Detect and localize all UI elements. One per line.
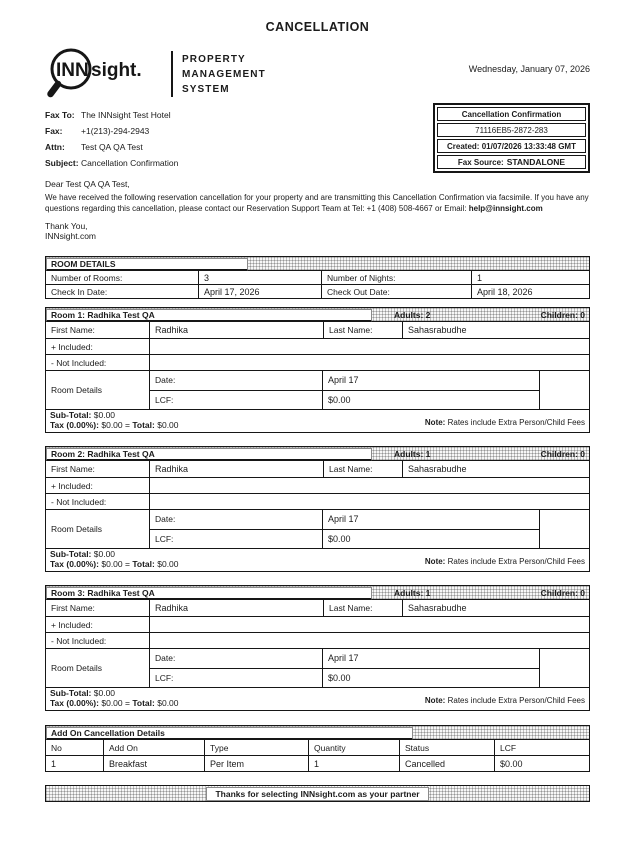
- total-label: Total:: [132, 698, 155, 708]
- letter-body-text: We have received the following reservation cancellation for your property and are transmitting this Cancellation Confirmation via facsimile. If you have any questions regarding this cancellation, please contact our Reservation Support Team at Tel: +1 (408) 508-4667 or Email:: [45, 193, 589, 213]
- last-name-label: Last Name:: [323, 322, 402, 338]
- date-value: April 17: [322, 510, 539, 529]
- room-details-rows: [149, 510, 539, 548]
- first-name-value: Radhika: [149, 461, 323, 477]
- attn-row: [45, 139, 178, 155]
- last-name-value: Sahasrabudhe: [402, 461, 589, 477]
- not-included-value: [149, 633, 589, 648]
- first-name-label: First Name:: [51, 325, 95, 335]
- room-1-header-bar: [45, 307, 590, 322]
- col-type: Type: [204, 740, 308, 755]
- fax-to-row: [45, 107, 178, 123]
- date-row: [150, 649, 539, 668]
- included-value: [149, 617, 589, 632]
- empty-cell: [539, 649, 589, 687]
- number-of-rooms-label: Number of Rooms:: [51, 272, 123, 283]
- total-label: Total:: [132, 559, 155, 569]
- subject-value: Cancellation Confirmation: [81, 158, 179, 168]
- col-quantity: Quantity: [308, 740, 399, 755]
- not-included-label: - Not Included:: [51, 357, 107, 368]
- room-details-section: [45, 256, 590, 299]
- addon-name: Breakfast: [103, 756, 204, 771]
- room-details-subtable: [45, 370, 590, 410]
- col-addon: Add On: [103, 740, 204, 755]
- table-row: [45, 270, 590, 285]
- included-value: [149, 478, 589, 493]
- subtotal-lines: [50, 549, 179, 569]
- logo-tagline-line1: PROPERTY: [182, 53, 246, 65]
- footer-text: Thanks for selecting INNsight.com as your partner: [206, 787, 428, 801]
- subtotal-line: [50, 549, 179, 559]
- subtotal-value: $0.00: [93, 410, 116, 420]
- table-row: [45, 338, 590, 355]
- room-details-label: Room Details: [51, 663, 103, 673]
- note-text: Rates include Extra Person/Child Fees: [447, 557, 585, 566]
- addon-quantity: 1: [308, 756, 399, 771]
- fax-to-label: Fax To:: [45, 110, 75, 120]
- logo-tagline-line2: MANAGEMENT: [182, 68, 266, 80]
- innsight-logo: [45, 46, 266, 102]
- empty-cell: [539, 371, 589, 409]
- fax-source-label: Fax Source:: [457, 157, 504, 167]
- room-1-header-label: Room 1: Radhika Test QA: [46, 309, 372, 322]
- fax-info-block: [45, 107, 178, 171]
- fax-number-row: [45, 123, 178, 139]
- col-status: Status: [399, 740, 494, 755]
- date-row: [150, 371, 539, 390]
- note-text: Rates include Extra Person/Child Fees: [447, 696, 585, 705]
- not-included-value: [149, 494, 589, 509]
- last-name-label: Last Name:: [323, 600, 402, 616]
- room-details-subtable: [45, 648, 590, 688]
- date-label: Date:: [155, 653, 176, 664]
- lcf-value: $0.00: [322, 530, 539, 549]
- room-details-header-bar: [45, 256, 590, 271]
- note-label: Note:: [424, 557, 446, 566]
- page-title: CANCELLATION: [265, 20, 370, 34]
- subtotal-line: [50, 410, 179, 420]
- logo-tagline: [182, 52, 266, 97]
- date-value: April 17: [322, 649, 539, 668]
- magnifier-handle-icon: [51, 84, 59, 94]
- date-value: April 17: [322, 371, 539, 390]
- tax-value: $0.00 =: [101, 698, 130, 708]
- check-out-label: Check Out Date:: [321, 285, 471, 298]
- first-name-label: First Name:: [51, 464, 95, 474]
- subtotal-lines: [50, 410, 179, 430]
- attn-label: Attn:: [45, 142, 65, 152]
- tax-total-line: [50, 698, 179, 708]
- tax-label: Tax (0.00%):: [50, 420, 99, 430]
- created-label: Created:: [447, 141, 480, 151]
- room-details-rows: [149, 371, 539, 409]
- lcf-label: LCF:: [155, 394, 174, 405]
- room-2-section: [45, 446, 590, 572]
- logo-rest-text: sight.: [91, 60, 142, 81]
- lcf-label: LCF:: [155, 672, 174, 683]
- subtotal-label: Sub-Total:: [50, 410, 92, 420]
- number-of-nights-label: Number of Nights:: [321, 271, 471, 284]
- not-included-label: - Not Included:: [51, 635, 107, 646]
- subtotal-label: Sub-Total:: [50, 549, 92, 559]
- included-label: + Included:: [51, 619, 93, 630]
- total-value: $0.00: [157, 420, 179, 430]
- tax-value: $0.00 =: [101, 420, 130, 430]
- subject-label: Subject:: [45, 158, 79, 168]
- confirmation-created-row: [437, 139, 586, 153]
- room-details-subtable: [45, 509, 590, 549]
- total-label: Total:: [132, 420, 155, 430]
- fax-to-value: The INNsight Test Hotel: [81, 110, 171, 120]
- addon-header-label: Add On Cancellation Details: [46, 727, 413, 740]
- last-name-label: Last Name:: [323, 461, 402, 477]
- table-row: [45, 632, 590, 649]
- col-lcf: LCF: [494, 740, 589, 755]
- room-3-adults: Adults: 1: [394, 587, 431, 598]
- check-in-label: Check In Date:: [51, 286, 108, 297]
- table-row: [45, 616, 590, 633]
- lcf-row: [150, 529, 539, 549]
- tax-label: Tax (0.00%):: [50, 559, 99, 569]
- rates-note: [425, 557, 585, 569]
- tax-total-line: [50, 559, 179, 569]
- first-name-value: Radhika: [149, 600, 323, 616]
- addon-lcf: $0.00: [494, 756, 589, 771]
- date-label: Date:: [155, 514, 176, 525]
- note-label: Note:: [424, 418, 446, 427]
- innsight-logo-mark: [45, 46, 167, 102]
- table-row: [45, 599, 590, 617]
- cancellation-confirmation-box: [433, 103, 590, 173]
- total-value: $0.00: [157, 559, 179, 569]
- room-details-rows: [149, 649, 539, 687]
- table-row: [45, 493, 590, 510]
- note-text: Rates include Extra Person/Child Fees: [447, 418, 585, 427]
- room-3-header-label: Room 3: Radhika Test QA: [46, 587, 372, 600]
- included-label: + Included:: [51, 341, 93, 352]
- confirmation-box-title: Cancellation Confirmation: [437, 107, 586, 121]
- room-details-label: Room Details: [51, 385, 103, 395]
- logo-lens-text: INN: [56, 60, 89, 81]
- room-2-children: Children: 0: [540, 448, 585, 459]
- table-row: [45, 321, 590, 339]
- addon-columns-row: [45, 739, 590, 756]
- room-details-header-label: ROOM DETAILS: [46, 258, 248, 271]
- letter-signature: INNsight.com: [45, 231, 97, 241]
- footer-bar: [45, 785, 590, 802]
- logo-tagline-line3: SYSTEM: [182, 83, 230, 95]
- tax-value: $0.00 =: [101, 559, 130, 569]
- confirmation-number: 71116EB5-2872-283: [437, 123, 586, 137]
- room-details-label: Room Details: [51, 524, 103, 534]
- room-2-header-label: Room 2: Radhika Test QA: [46, 448, 372, 461]
- lcf-row: [150, 668, 539, 688]
- addon-header-bar: [45, 725, 590, 740]
- date-label: Date:: [155, 375, 176, 386]
- subtotal-label: Sub-Total:: [50, 688, 92, 698]
- letter-closing: Thank You,: [45, 221, 88, 231]
- table-row: [45, 354, 590, 371]
- subtotal-row: [45, 687, 590, 711]
- table-row: [45, 477, 590, 494]
- letter-salutation: Dear Test QA QA Test,: [45, 179, 130, 189]
- rates-note: [425, 418, 585, 430]
- empty-cell: [539, 510, 589, 548]
- addon-status: Cancelled: [399, 756, 494, 771]
- included-label: + Included:: [51, 480, 93, 491]
- attn-value: Test QA QA Test: [81, 142, 143, 152]
- table-row: [45, 284, 590, 299]
- subtotal-line: [50, 688, 179, 698]
- addon-type: Per Item: [204, 756, 308, 771]
- addon-section: [45, 725, 590, 772]
- note-label: Note:: [424, 696, 446, 705]
- document-date: Wednesday, January 07, 2026: [468, 64, 590, 74]
- date-row: [150, 510, 539, 529]
- number-of-nights-value: 1: [471, 271, 589, 284]
- lcf-value: $0.00: [322, 391, 539, 410]
- not-included-value: [149, 355, 589, 370]
- last-name-value: Sahasrabudhe: [402, 322, 589, 338]
- tax-label: Tax (0.00%):: [50, 698, 99, 708]
- addon-data-row: [45, 755, 590, 772]
- room-3-section: [45, 585, 590, 711]
- fax-source-value: STANDALONE: [506, 157, 566, 167]
- number-of-rooms-value: 3: [198, 271, 321, 284]
- first-name-value: Radhika: [149, 322, 323, 338]
- subtotal-row: [45, 548, 590, 572]
- not-included-label: - Not Included:: [51, 496, 107, 507]
- lcf-label: LCF:: [155, 533, 174, 544]
- subtotal-value: $0.00: [93, 688, 116, 698]
- room-1-children: Children: 0: [540, 309, 585, 320]
- rates-note: [425, 696, 585, 708]
- first-name-label: First Name:: [51, 603, 95, 613]
- col-no: No: [51, 742, 62, 753]
- room-3-header-bar: [45, 585, 590, 600]
- letter-body: [45, 192, 590, 214]
- support-email-link[interactable]: help@innsight.com: [468, 204, 543, 213]
- subject-row: [45, 155, 178, 171]
- tax-total-line: [50, 420, 179, 430]
- fax-source-row: [437, 155, 586, 169]
- created-value: 01/07/2026 13:33:48 GMT: [481, 141, 576, 151]
- lcf-row: [150, 390, 539, 410]
- room-3-children: Children: 0: [540, 587, 585, 598]
- subtotal-lines: [50, 688, 179, 708]
- fax-number-label: Fax:: [45, 126, 63, 136]
- room-1-section: [45, 307, 590, 433]
- included-value: [149, 339, 589, 354]
- addon-no: 1: [51, 758, 57, 769]
- check-in-value: April 17, 2026: [198, 285, 321, 298]
- logo-divider: [171, 51, 173, 97]
- room-2-adults: Adults: 1: [394, 448, 431, 459]
- check-out-value: April 18, 2026: [471, 285, 589, 298]
- room-1-adults: Adults: 2: [394, 309, 431, 320]
- room-2-header-bar: [45, 446, 590, 461]
- table-row: [45, 460, 590, 478]
- lcf-value: $0.00: [322, 669, 539, 688]
- last-name-value: Sahasrabudhe: [402, 600, 589, 616]
- fax-number-value: +1(213)-294-2943: [81, 126, 150, 136]
- subtotal-row: [45, 409, 590, 433]
- total-value: $0.00: [157, 698, 179, 708]
- subtotal-value: $0.00: [93, 549, 116, 559]
